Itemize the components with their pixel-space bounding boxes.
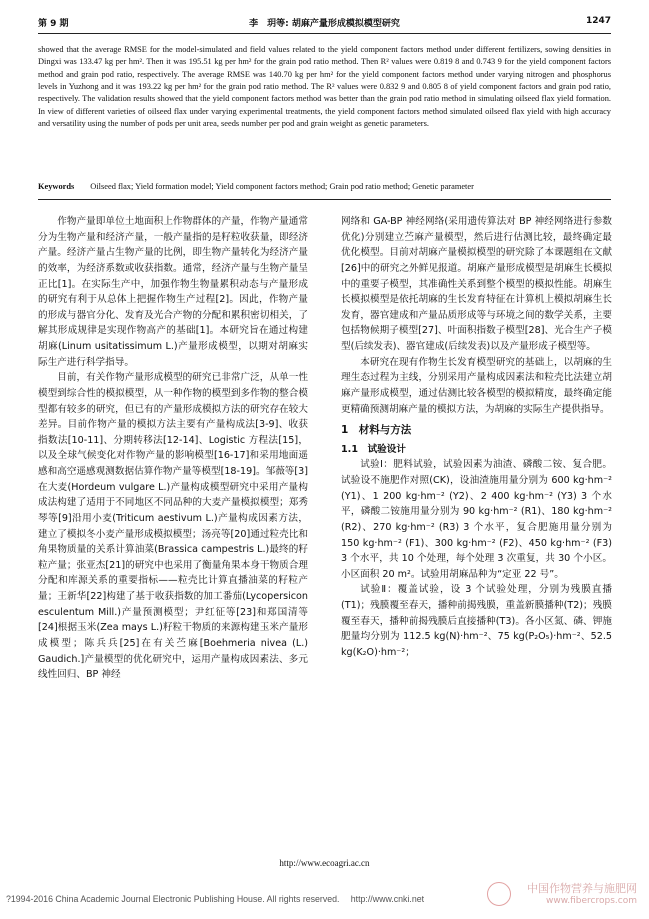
paragraph: 本研究在现有作物生长发育模型研究的基础上，以胡麻的生理生态过程为主线，分别采用产量构成因素法和粒壳比法建立胡麻产量形成模型，通过估测比较各模型的模拟精度，最终确定能更精确预测胡麻产量的模拟方法，为胡麻的实际生产提供指导。 (341, 356, 612, 415)
keywords-text: Oilseed flax; Yield formation model; Yield component factors method; Grain pod ratio method; Genetic parameter (90, 182, 474, 191)
page-number: 1247 (585, 16, 611, 26)
watermark (487, 878, 637, 912)
abstract-rule (38, 199, 611, 200)
paragraph: 目前，有关作物产量形成模型的研究已非常广泛，从单一性模型到综合性的模拟模型，从一种作物的模型到多作物的整合模型都有较多的研究，但已有的产量形成模拟方法的研究存在较大差异。目前作物产量的模拟方法主要有产量构成法[3-9]、收获指数法[10-11]、分期转移法[12-14]、Logistic 方程法[15]，以及全球气候变化对作物产量的影响模型[16-17]和采用地面遥感和高空遥感观测数据估算作物产量等模型[18-19]。邹薇等[3]在大麦(Hordeum vulgare L.)产量构成模型研究中采用产量构成法构建了适用于不同地区不同品种的大麦产量模拟模型；郑秀琴等[9]沿用小麦(Triticum aestivum L.)产量构成因素方法，建立了模拟冬小麦产量形成模拟模型；汤亮等[20]通过粒壳比和角果物质量的关系计算油菜(Brassica campestris L.)最终的籽粒产量；张亚杰[21]的研究中也采用了衡量角果本身干物质合理分配和库源关系的重要指标——粒壳比计算直播油菜的籽粒产量；王新华[22]构建了基于收获指数的加工番茄(Lycopersicon esculentum Mill.)产量预测模型；尹红征等[23]和郑国清等[24]根据玉米(Zea mays L.)籽粒干物质的来源构建玉米产量形成模型；陈兵兵[25]在有关苎麻[Boehmeria nivea (L.) Gaudich.]产量模型的优化研究中，运用产量构成因素法、多元线性回归、BP 神经 (38, 372, 308, 681)
running-header (38, 16, 611, 30)
running-title: 李 玥等: 胡麻产量形成模拟模型研究 (249, 19, 400, 29)
abstract-text: showed that the average RMSE for the model-simulated and field values related to the yield component factors method under different fertilizers, sowing densities in Dingxi was 133.47 kg per hm². Then it was 195.51 kg per hm² for the grain pod ratio method. Then R² values were 0.819 8 and 0.743 9 for the yield component factors method and grain pod ratio, respectively. The average RMSE was 140.70 kg per hm² for the yield component factors method under varying nitrogen and phosphorus levels in Yuzhong and it was 193.22 kg per hm² for the grain pod ratio method. The R² values were 0.832 9 and 0.805 8 of yield component factors and grain pod ratio, respectively. The validation results showed that the yield component factors method was better than the grain pod ratio method in simulating oilseed flax yield formation. In view of different varieties of oilseed flax under varying experimental treatments, the yield component factors method simulated oilseed flax yield with high accuracy and versatility using the number of pods per unit area, seeds number per pod and grain weight as genetic parameters. (38, 45, 611, 129)
paragraph: 网络和 GA-BP 神经网络(采用遗传算法对 BP 神经网络进行参数优化)分别建立苎麻产量模型，然后进行估测比较，最终确定最优化模型。目前对胡麻产量模拟模型的研究除了本课题组在文献[26]中的研究之外鲜见报道。胡麻产量形成模型是胡麻生长模拟中的重要子模型，其准确性关系到整个模型的模拟性能。胡麻生长模拟模型是依托胡麻的生长发育特征在计算机上模拟胡麻生长发育，器官建成和产量品质形成等与环境之间的数学关系，主要包括物候期子模型[27]、叶面积指数子模型[28]、光合生产子模型(后续发表)、器官建成(后续发表)以及产量形成子模型等。 (341, 216, 612, 352)
watermark-url: www.fibercrops.com (546, 896, 637, 906)
issue-number: 第 9 期 (38, 19, 69, 29)
paragraph: 试验Ⅱ：覆盖试验，设 3 个试验处理，分别为残膜直播(T1)；残膜覆至春天，播种前揭残膜，重盖新膜播种(T2)；残膜覆至春天，播种前揭残膜后直接播种(T3)。各小区氮、磷、钾施肥量均分别为 112.5 kg(N)·hm⁻²、75 kg(P₂O₅)·hm⁻²、52.5 kg(K₂O)·hm⁻²； (341, 584, 612, 658)
keywords-label: Keywords (38, 182, 75, 191)
right-column (341, 214, 612, 661)
watermark-title: 中国作物营养与施肥网 (527, 882, 637, 895)
subsection-heading: 1.1 试验设计 (341, 443, 406, 455)
journal-url: http://www.ecoagri.ac.cn (279, 858, 370, 868)
header-rule (38, 33, 611, 34)
paragraph: 作物产量即单位土地面积上作物群体的产量，作物产量通常分为生物产量和经济产量，一般产量指的是籽粒收获量，即经济产量。经济产量占生物产量的比例，即生物产量转化为经济产量的效率，为经济系数或收获指数。通常，经济产量与生物产量呈正比[1]。在实际生产中，加强作物生物量累积动态与产量形成的研究有利于从总体上把握作物生产过程[2]。因此，作物产量的形成与器官分化、发育及光合产物的分配和累积密切相关，了解其形成规律是实现作物高产的基础[1]。本研究旨在通过构建胡麻(Linum usitatissimum L.)产量形成模型，以期对胡麻实际生产进行科学指导。 (38, 216, 308, 368)
watermark-seal-icon (487, 882, 511, 906)
copyright-line: ?1994-2016 China Academic Journal Electronic Publishing House. All rights reserved. http://www.cnki.net (6, 894, 425, 904)
paragraph: 试验Ⅰ：肥料试验，试验因素为油渣、磷酸二铵、复合肥。试验设不施肥作对照(CK)，设油渣施用量分别为 600 kg·hm⁻² (Y1)、1 200 kg·hm⁻² (Y2)、2 400 kg·hm⁻² (Y3) 3 个水平，磷酸二铵施用量分别为 90 kg·hm⁻² (R1)、180 kg·hm⁻² (R2)、270 kg·hm⁻² (R3) 3 个水平，复合肥施用量分别为 150 kg·hm⁻² (F1)、300 kg·hm⁻² (F2)、450 kg·hm⁻² (F3) 3 个水平，共 10 个处理，每个处理 3 次重复，共 30 个小区。小区面积 20 m²。试验用胡麻品种为“定亚 22 号”。 (341, 459, 612, 580)
left-column (38, 214, 308, 683)
section-heading: 1 材料与方法 (341, 424, 412, 437)
abstract-block (38, 44, 611, 130)
keywords-line (38, 182, 611, 191)
